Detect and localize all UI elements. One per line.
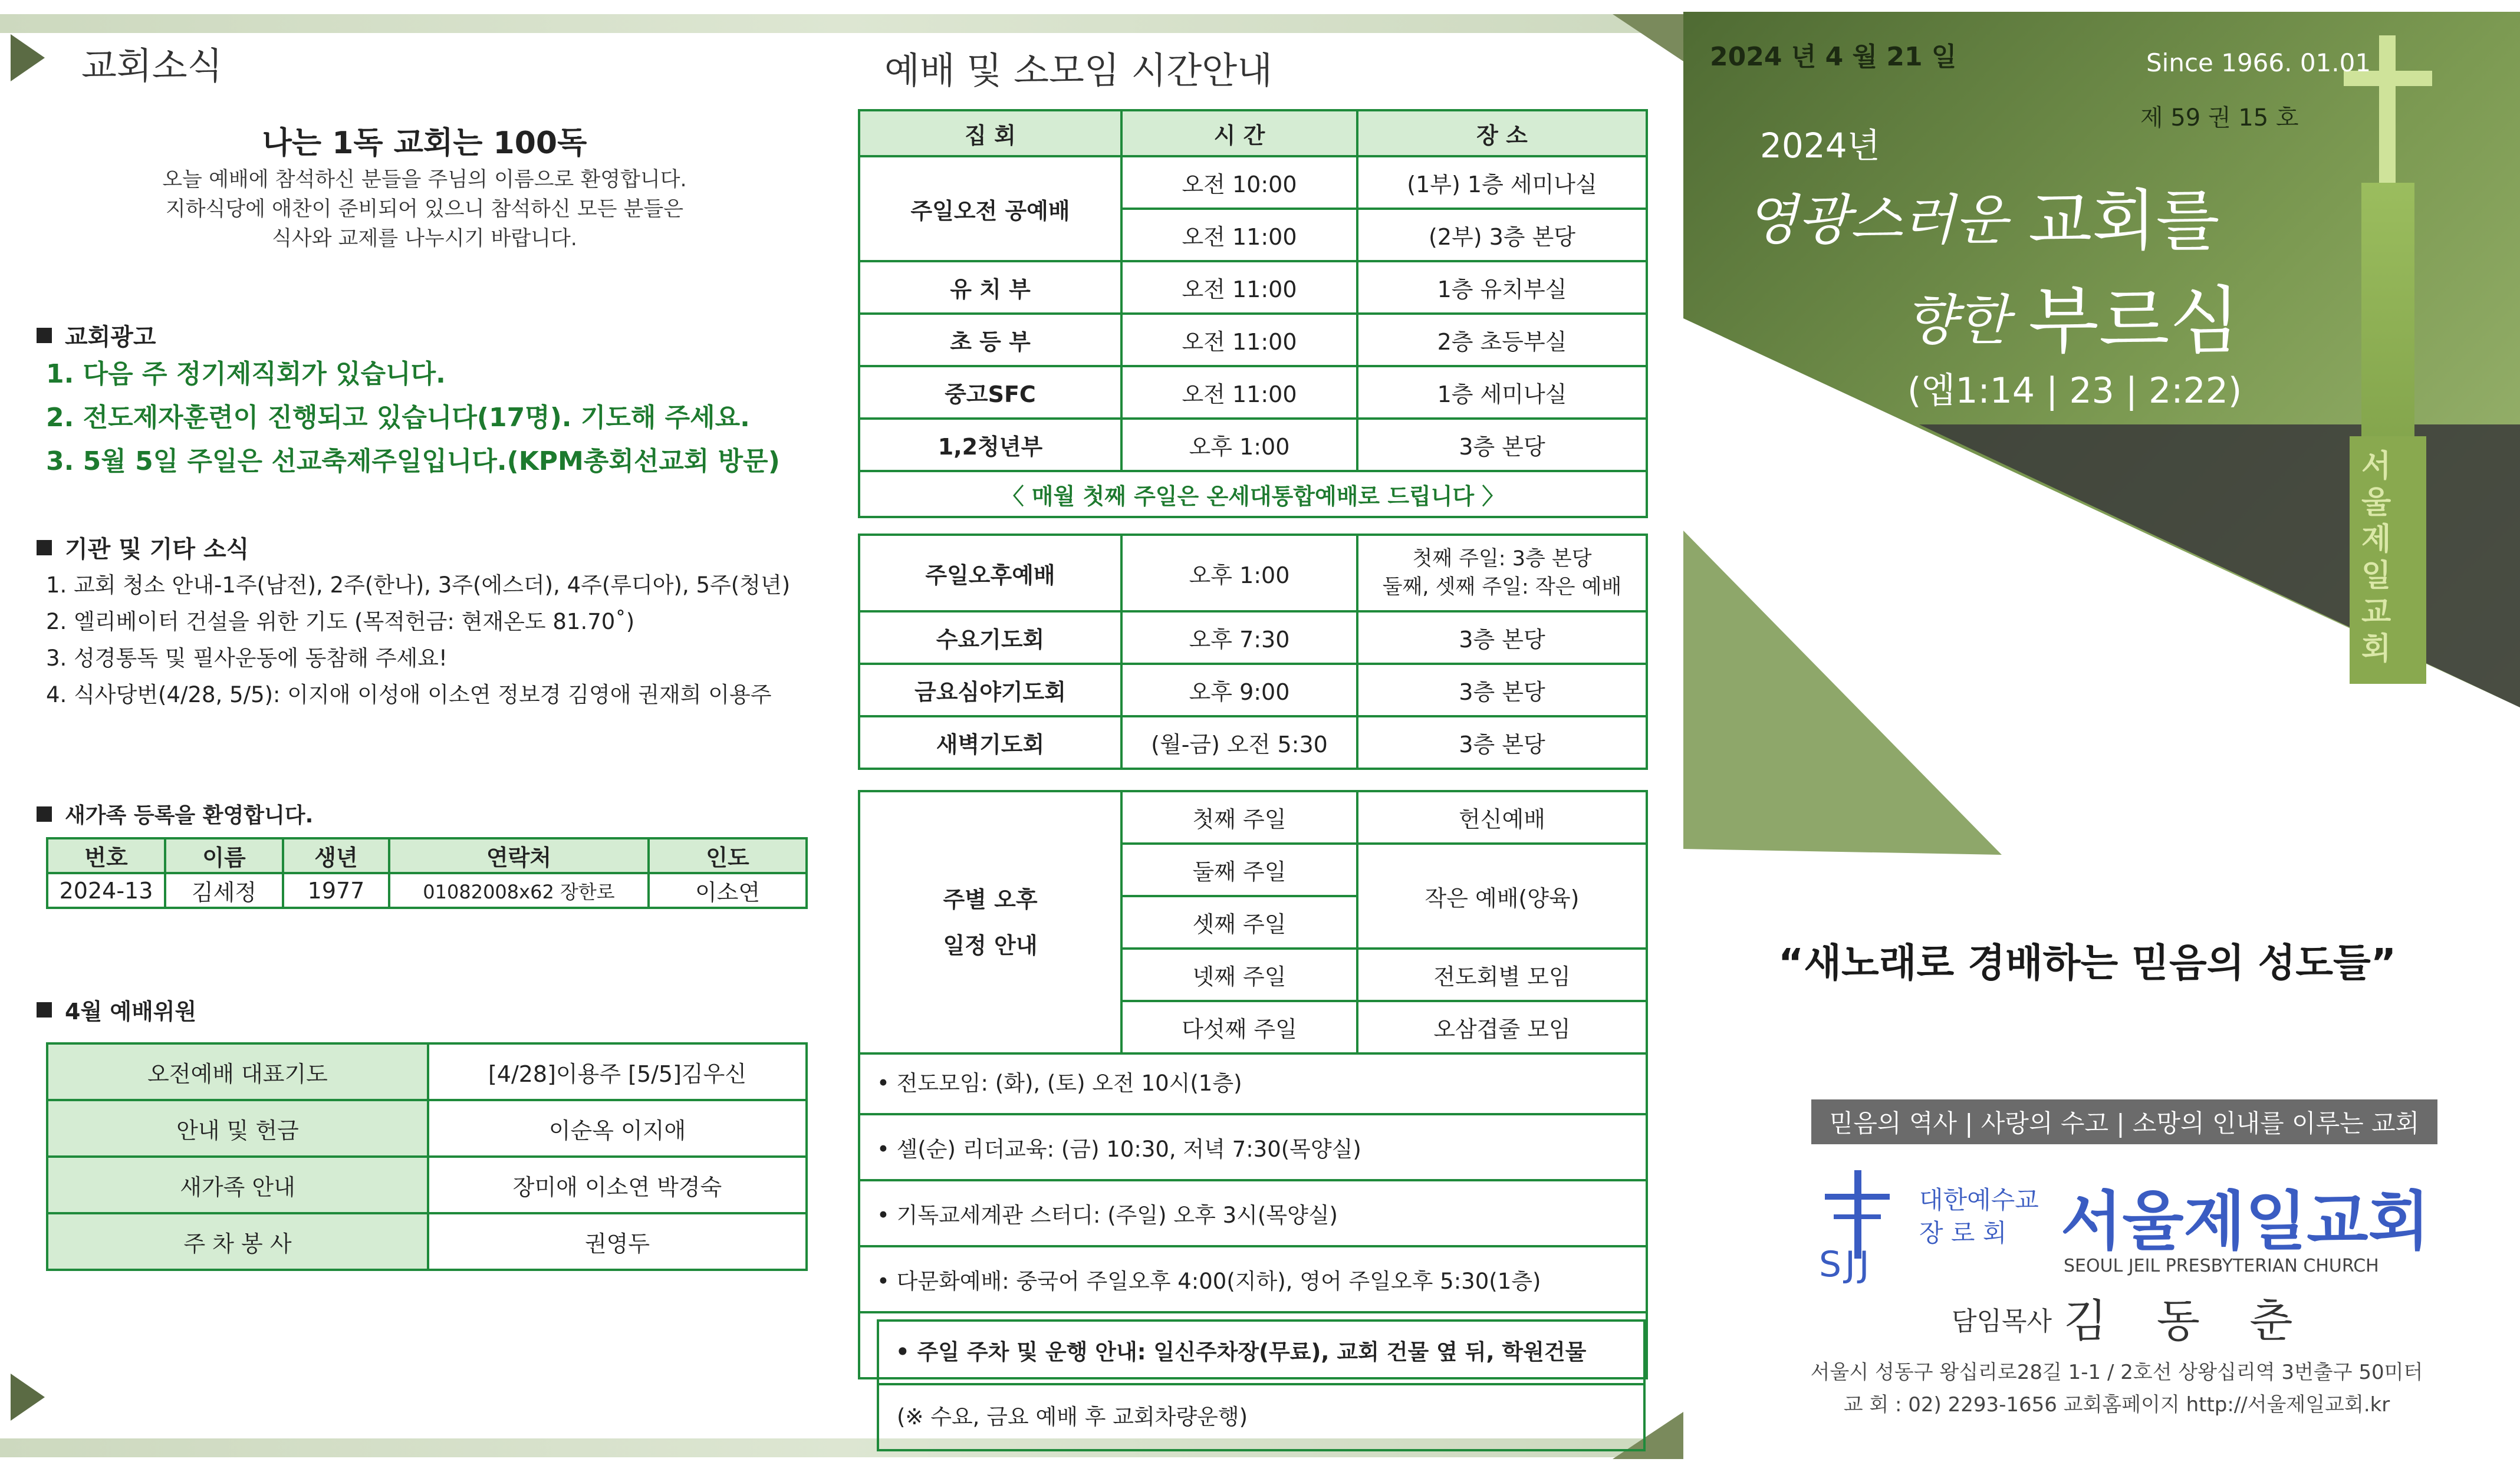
note-item: • 전도모임: (화), (토) 오전 10시(1층) (858, 1049, 1648, 1115)
col-header: 연락처 (389, 838, 649, 873)
newfamily-heading-label: 새가족 등록을 환영합니다. (65, 804, 314, 828)
service-name: 주일오전 공예배 (859, 156, 1121, 261)
service-name: 수요기도회 (859, 611, 1121, 664)
service-place: 1층 유치부실 (1357, 261, 1647, 314)
col-header: 이름 (165, 838, 283, 873)
schedule-event: 작은 예배(양육) (1357, 844, 1647, 949)
contact-info: 교 회 : 02) 2293-1656 교회홈페이지 http://서울제일교회.kr (1843, 1393, 2390, 1417)
service-time: 오전 11:00 (1121, 366, 1357, 419)
schedule-label-line: 일정 안내 (943, 932, 1038, 959)
section-title-church-news: 교회소식 (81, 44, 223, 87)
logo-letters: SJJ (1819, 1244, 1873, 1285)
news-item: 2. 엘리베이터 건설을 위한 기도 (목적헌금: 현재온도 81.70˚) (46, 609, 635, 634)
col-header: 생년 (283, 838, 389, 873)
motto-bar: 믿음의 역사 | 사랑의 수고 | 소망의 인내를 이루는 교회 (1811, 1099, 2437, 1144)
monthly-note: 〈 매월 첫째 주일은 온세대통합예배로 드립니다 〉 (859, 471, 1647, 517)
server-role: 새가족 안내 (47, 1157, 428, 1213)
ads-heading (37, 318, 156, 352)
note-item: • 다문화예배: 중국어 주일오후 4:00(지하), 영어 주일오후 5:30(1층) (858, 1247, 1648, 1313)
col-header: 시 간 (1121, 110, 1357, 156)
table-row (47, 873, 807, 908)
table-row (47, 1043, 807, 1100)
section-title-schedule: 예배 및 소모임 시간안내 (884, 49, 1273, 92)
place-line: 둘째, 셋째 주일: 작은 예배 (1382, 575, 1622, 599)
ads-heading-label: 교회광고 (65, 324, 156, 351)
news-heading (37, 531, 249, 564)
table-row (859, 791, 1647, 844)
address: 서울시 성동구 왕십리로28길 1-1 / 2호선 상왕십리역 3번출구 50미터 (1810, 1361, 2423, 1384)
headline: 나는 1독 교회는 100독 (262, 126, 587, 161)
denomination-line: 대한예수교 (1919, 1186, 2039, 1214)
worship-table (858, 109, 1648, 518)
service-time: 오후 7:30 (1121, 611, 1357, 664)
service-place (1357, 535, 1647, 611)
news-list (46, 567, 790, 713)
col-header: 번호 (47, 838, 165, 873)
table-row (859, 611, 1647, 664)
service-place: 3층 본당 (1357, 664, 1647, 716)
since-text: Since 1966. 01.01 (2146, 48, 2371, 77)
service-time: 오전 11:00 (1121, 261, 1357, 314)
schedule-label-line: 주별 오후 (943, 886, 1038, 913)
table-row (859, 535, 1647, 611)
news-heading-label: 기관 및 기타 소식 (65, 536, 249, 563)
theme-line-c: 향한 (1904, 289, 2009, 352)
note-item: • 셀(순) 리더교육: (금) 10:30, 저녁 7:30(목양실) (858, 1115, 1648, 1181)
corner-tri-tr (1613, 14, 1683, 61)
pastor-name: 김 동 춘 (2064, 1295, 2311, 1347)
ad-item: 3. 5월 5일 주일은 선교축제주일입니다.(KPM총회선교회 방문) (46, 446, 780, 476)
pastor-label: 담임목사 (1952, 1306, 2052, 1336)
theme-line-a: 영광스러운 (1745, 189, 2008, 252)
issue-date: 2024 년 4 월 21 일 (1710, 42, 1957, 72)
service-name: 중고SFC (859, 366, 1121, 419)
news-item: 3. 성경통독 및 필사운동에 동참해 주세요! (46, 646, 448, 671)
table-row (859, 716, 1647, 769)
place-line: 첫째 주일: 3층 본당 (1412, 547, 1592, 571)
afternoon-schedule-table (858, 790, 1648, 1055)
schedule-event: 헌신예배 (1357, 791, 1647, 844)
schedule-week: 첫째 주일 (1121, 791, 1357, 844)
cell-contact: 01082008x62 장한로 (389, 873, 649, 908)
note-item: • 기독교세계관 스터디: (주일) 오후 3시(목양실) (858, 1181, 1648, 1247)
service-name: 1,2청년부 (859, 419, 1121, 471)
welcome-line: 지하식당에 애찬이 준비되어 있으니 참석하신 모든 분들은 (165, 197, 684, 221)
schedule-week: 다섯째 주일 (1121, 1001, 1357, 1053)
service-place: 3층 본당 (1357, 716, 1647, 769)
service-time: 오후 9:00 (1121, 664, 1357, 716)
volume-text: 제 59 권 15 호 (2140, 104, 2299, 131)
service-time: 오전 11:00 (1121, 209, 1357, 261)
table-row (859, 366, 1647, 419)
top-band (0, 14, 1683, 33)
schedule-week: 셋째 주일 (1121, 896, 1357, 949)
welcome-text (77, 165, 772, 253)
table-row (47, 1100, 807, 1157)
church-name: 서울제일교회 (2061, 1185, 2430, 1259)
tower-text: 서울제일교회 (2361, 449, 2391, 667)
corner-arrow-tl (11, 34, 45, 81)
service-time: 오후 1:00 (1121, 535, 1357, 611)
server-role: 오전예배 대표기도 (47, 1043, 428, 1100)
service-time: 오전 10:00 (1121, 156, 1357, 209)
weekday-worship-table (858, 534, 1648, 770)
newfamily-table (46, 837, 808, 909)
ad-item: 1. 다음 주 정기제직회가 있습니다. (46, 359, 446, 389)
table-row (859, 314, 1647, 366)
col-header: 인도 (649, 838, 807, 873)
church-name-en: SEOUL JEIL PRESBYTERIAN CHURCH (2064, 1256, 2379, 1276)
table-row (859, 664, 1647, 716)
servers-table (46, 1042, 808, 1271)
ad-item: 2. 전도제자훈련이 진행되고 있습니다(17명). 기도해 주세요. (46, 403, 750, 433)
service-place: 3층 본당 (1357, 611, 1647, 664)
parking-sub: (※ 수요, 금요 예배 후 교회차량운행) (877, 1385, 1646, 1451)
schedule-week: 둘째 주일 (1121, 844, 1357, 896)
ads-list (46, 353, 780, 483)
service-place: 1층 세미나실 (1357, 366, 1647, 419)
news-item: 4. 식사당번(4/28, 5/5): 이지애 이성애 이소연 정보경 김영애 권재희 이용주 (46, 682, 772, 707)
parking-main: • 주일 주차 및 운행 안내: 일신주차장(무료), 교회 건물 옆 뒤, 학원건물 (877, 1319, 1646, 1385)
welcome-line: 식사와 교제를 나누시기 바랍니다. (272, 227, 577, 251)
server-role: 주 차 봉 사 (47, 1213, 428, 1270)
table-row (859, 261, 1647, 314)
servers-heading-label: 4월 예배위원 (65, 999, 197, 1025)
service-name: 주일오후예배 (859, 535, 1121, 611)
server-names: 장미애 이소연 박경숙 (428, 1157, 807, 1213)
server-names: 이순옥 이지애 (428, 1100, 807, 1157)
cell-name: 김세정 (165, 873, 283, 908)
service-time: (월-금) 오전 5:30 (1121, 716, 1357, 769)
verse-reference: (엡1:14 | 23 | 2:22) (1907, 370, 2242, 411)
slogan: “새노래로 경배하는 믿음의 성도들” (1778, 940, 2397, 986)
parking-note (858, 1313, 1648, 1430)
service-time: 오후 1:00 (1121, 419, 1357, 471)
service-place: (1부) 1층 세미나실 (1357, 156, 1647, 209)
col-header: 집 회 (859, 110, 1121, 156)
newfamily-heading (37, 799, 313, 829)
service-time: 오전 11:00 (1121, 314, 1357, 366)
service-name: 초 등 부 (859, 314, 1121, 366)
server-role: 안내 및 헌금 (47, 1100, 428, 1157)
cell-guide: 이소연 (649, 873, 807, 908)
denomination (1919, 1184, 2039, 1250)
theme-line-b: 교회를 (2028, 183, 2220, 259)
corner-arrow-bl (11, 1374, 45, 1421)
server-names: 권영두 (428, 1213, 807, 1270)
table-row (859, 156, 1647, 209)
schedule-week: 넷째 주일 (1121, 949, 1357, 1001)
table-row (47, 1213, 807, 1270)
service-place: 2층 초등부실 (1357, 314, 1647, 366)
theme-line-d: 부르심 (2028, 279, 2241, 364)
denomination-line: 장 로 회 (1919, 1219, 2007, 1247)
cell-birth: 1977 (283, 873, 389, 908)
service-place: 3층 본당 (1357, 419, 1647, 471)
service-name: 유 치 부 (859, 261, 1121, 314)
schedule-event: 오삼겹줄 모임 (1357, 1001, 1647, 1053)
col-header: 장 소 (1357, 110, 1647, 156)
server-names: [4/28]이용주 [5/5]김우신 (428, 1043, 807, 1100)
service-name: 금요심야기도회 (859, 664, 1121, 716)
schedule-label (859, 791, 1121, 1053)
servers-heading (37, 993, 196, 1026)
table-row (47, 1157, 807, 1213)
cell-number: 2024-13 (47, 873, 165, 908)
table-row (859, 419, 1647, 471)
cover-year: 2024년 (1760, 126, 1880, 166)
news-item: 1. 교회 청소 안내-1주(남전), 2주(한나), 3주(에스더), 4주(루디아), 5주(청년) (46, 572, 791, 598)
service-name: 새벽기도회 (859, 716, 1121, 769)
cross-vertical (2379, 35, 2396, 183)
service-place: (2부) 3층 본당 (1357, 209, 1647, 261)
schedule-event: 전도회별 모임 (1357, 949, 1647, 1001)
welcome-line: 오늘 예배에 참석하신 분들을 주님의 이름으로 환영합니다. (162, 168, 687, 192)
notes-box (858, 1049, 1648, 1430)
